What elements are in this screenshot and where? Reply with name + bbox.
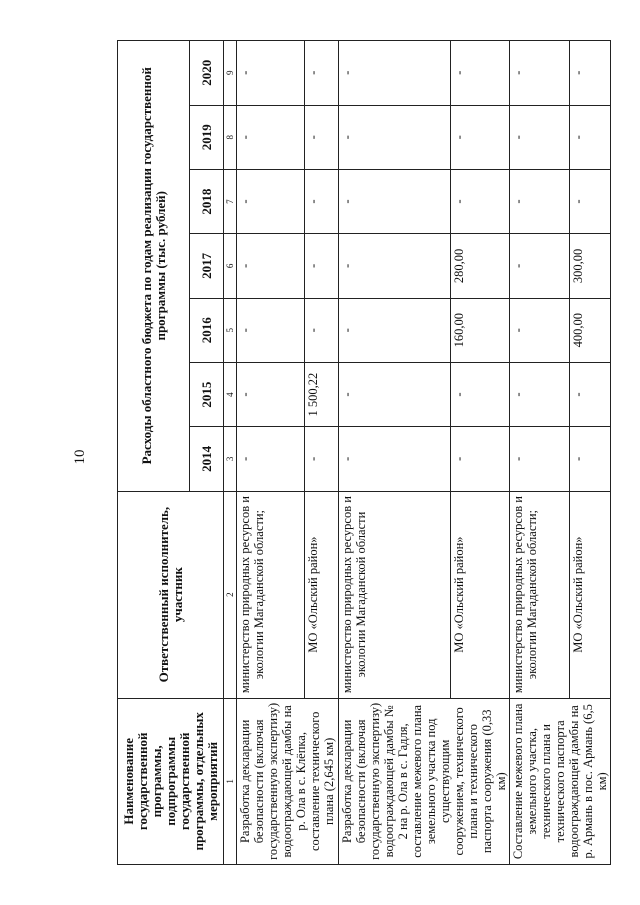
value-cell: - [339,169,451,233]
header-year: 2016 [190,298,224,362]
measure-name: Разработка декларации безопасности (включая государственную экспертизу) водоограждающей дамбы № 2 на р. Ола в с. Гадля, составление межевого плана земельного участка под существующим сооружением, технического плана и технического паспорта сооружения (0,33 км) [339,698,510,864]
value-cell: - [569,169,610,233]
executor-cell: министерство природных ресурсов и экологии Магаданской области [339,491,451,698]
value-cell: - [305,234,339,298]
value-cell: - [305,427,339,491]
value-cell: - [237,362,305,426]
value-cell: - [510,362,570,426]
value-cell: - [339,105,451,169]
table-row [510,41,570,865]
value-cell: - [569,362,610,426]
value-cell: - [569,105,610,169]
index-cell: 4 [224,362,237,426]
value-cell: - [510,105,570,169]
value-cell: - [339,298,451,362]
value-cell: - [237,41,305,106]
index-cell: 9 [224,41,237,106]
value-cell: - [510,41,570,106]
value-cell: - [237,298,305,362]
index-cell: 8 [224,105,237,169]
value-cell: - [305,298,339,362]
measure-name: Разработка декларации безопасности (включая государственную экспертизу) водоограждающей дамбы на р. Ола в с. Клёпка, составление технического плана (2,645 км) [237,698,339,864]
index-cell: 2 [224,491,237,698]
index-cell: 3 [224,427,237,491]
value-cell: 160,00 [450,298,509,362]
value-cell: 1 500,22 [305,362,339,426]
value-cell: - [237,427,305,491]
value-cell: - [569,427,610,491]
value-cell: - [339,41,451,106]
page-number: 10 [72,449,88,465]
index-cell: 5 [224,298,237,362]
header-year: 2018 [190,169,224,233]
value-cell: - [510,169,570,233]
value-cell: - [510,427,570,491]
executor-cell: министерство природных ресурсов и экологии Магаданской области; [510,491,570,698]
value-cell: - [305,169,339,233]
value-cell: 400,00 [569,298,610,362]
executor-cell: МО «Ольский район» [305,491,339,698]
executor-cell: МО «Ольский район» [450,491,509,698]
value-cell: 280,00 [450,234,509,298]
value-cell: - [339,362,451,426]
value-cell: - [450,362,509,426]
budget-table [117,40,611,865]
executor-cell: министерство природных ресурсов и экологии Магаданской области; [237,491,305,698]
index-cell: 1 [224,698,237,864]
value-cell: - [569,41,610,106]
value-cell: - [450,427,509,491]
executor-cell: МО «Ольский район» [569,491,610,698]
index-cell: 7 [224,169,237,233]
value-cell: - [510,298,570,362]
measure-name: Составление межевого плана земельного участка, технического плана и технического паспорта водоограждающей дамбы на р. Армань в пос. Армань (6,5 км) [510,698,611,864]
value-cell: - [510,234,570,298]
table-row [237,41,305,865]
header-year: 2017 [190,234,224,298]
index-cell: 6 [224,234,237,298]
value-cell: - [450,41,509,106]
value-cell: - [339,234,451,298]
value-cell: - [237,234,305,298]
budget-table-rotated [117,40,609,865]
value-cell: 300,00 [569,234,610,298]
header-year: 2014 [190,427,224,491]
value-cell: - [305,105,339,169]
header-year: 2015 [190,362,224,426]
value-cell: - [237,105,305,169]
header-name: Наименование государственной программы, подпрограммы государственной программы, отдельных мероприятий [118,698,224,864]
value-cell: - [305,41,339,106]
header-executor: Ответственный исполнитель, участник [118,491,224,698]
value-cell: - [450,169,509,233]
table-row [339,41,451,865]
header-expenses: Расходы областного бюджета по годам реализации государственной программы (тыс. рублей) [118,41,190,492]
value-cell: - [237,169,305,233]
value-cell: - [339,427,451,491]
header-year: 2019 [190,105,224,169]
header-year: 2020 [190,41,224,106]
value-cell: - [450,105,509,169]
